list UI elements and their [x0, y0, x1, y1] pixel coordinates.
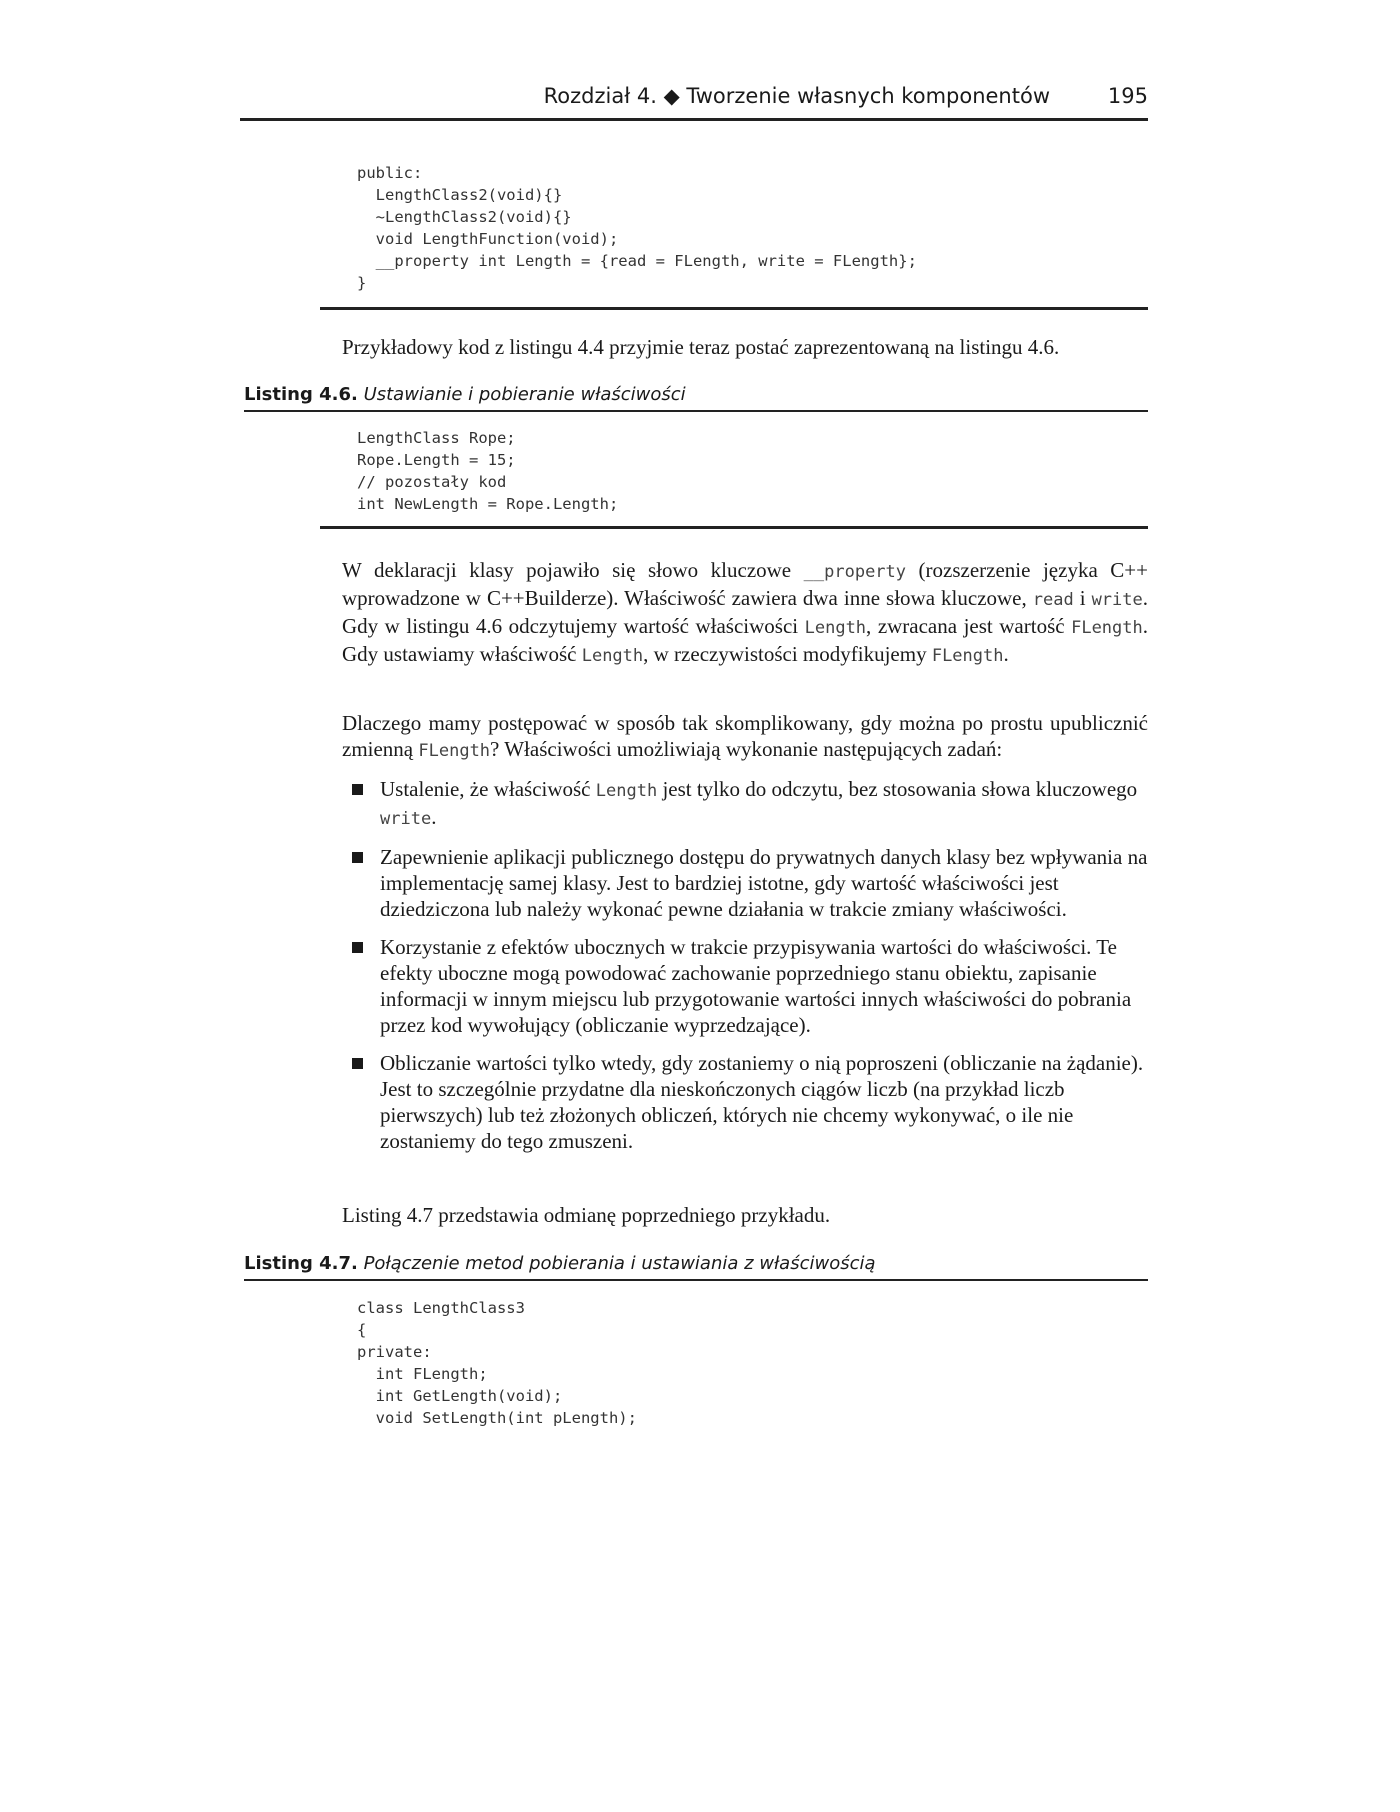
code-line: int FLength;: [357, 1365, 488, 1383]
bullet-square-icon: [352, 942, 363, 953]
listing-4-6-end-rule: [320, 526, 1148, 529]
property-uses-list: [352, 776, 1148, 1166]
code-line: }: [357, 274, 367, 292]
listing-number: Listing 4.7.: [244, 1253, 358, 1274]
listing-number: Listing 4.6.: [244, 384, 358, 405]
code-line: void SetLength(int pLength);: [357, 1409, 637, 1427]
code-line: Rope.Length = 15;: [357, 451, 516, 469]
code-line: class LengthClass3: [357, 1299, 525, 1317]
paragraph-intro: Przykładowy kod z listingu 4.4 przyjmie teraz postać zaprezentowaną na listingu 4.6.: [342, 335, 1060, 359]
paragraph-why-properties: Dlaczego mamy postępować w sposób tak skomplikowany, gdy można po prostu upublicznić zmienną FLength? Właściwości umożliwiają wykonanie następujących zadań:: [342, 711, 1148, 761]
chapter-title: Rozdział 4. ◆ Tworzenie własnych komponentów: [543, 84, 1050, 108]
listing-4-6-caption: [244, 384, 1148, 412]
list-item: Zapewnienie aplikacji publicznego dostępu do prywatnych danych klasy bez wpływania na implementację samej klasy. Jest to bardziej istotne, gdy wartość właściwości jest dziedziczona lub należy wykonać pewne działania w trakcie zmiany właściwości.: [352, 844, 1148, 922]
code-line: {: [357, 1321, 367, 1339]
listing-4-7-caption: [244, 1253, 1148, 1281]
running-header: [240, 84, 1148, 121]
bullet-square-icon: [352, 784, 363, 795]
listing-title: Ustawianie i pobieranie właściwości: [363, 384, 686, 405]
code-line: // pozostały kod: [357, 473, 507, 491]
listing-4-6-code: [357, 427, 618, 515]
code-line: int NewLength = Rope.Length;: [357, 495, 619, 513]
paragraph-listing-4-7-intro: Listing 4.7 przedstawia odmianę poprzedniego przykładu.: [342, 1203, 831, 1227]
list-item: Ustalenie, że właściwość Length jest tylko do odczytu, bez stosowania słowa kluczowego write.: [352, 776, 1148, 832]
code-line: ~LengthClass2(void){}: [357, 208, 572, 226]
code-block-class-fragment: [357, 162, 917, 294]
bullet-square-icon: [352, 852, 363, 863]
code-block-end-rule: [320, 307, 1148, 310]
code-line: int GetLength(void);: [357, 1387, 563, 1405]
bullet-square-icon: [352, 1058, 363, 1069]
list-item: Korzystanie z efektów ubocznych w trakcie przypisywania wartości do właściwości. Te efekty uboczne mogą powodować zachowanie poprzedniego stanu obiektu, zapisanie informacji w innym miejscu lub przygotowanie wartości innych właściwości do pobrania przez kod wywołujący (obliczanie wyprzedzające).: [352, 934, 1148, 1038]
listing-4-7-code: [357, 1297, 637, 1429]
listing-title: Połączenie metod pobierania i ustawiania z właściwością: [363, 1253, 876, 1274]
paragraph-property-explanation: W deklaracji klasy pojawiło się słowo kluczowe __property (rozszerzenie języka C++ wprowadzone w C++Builderze). Właściwość zawiera dwa inne słowa kluczowe, read i write. Gdy w listingu 4.6 odczytujemy wartość właściwości Length, zwracana jest wartość FLength. Gdy ustawiamy właściwość Length, w rzeczywistości modyfikujemy FLength.: [342, 558, 1148, 666]
code-line: private:: [357, 1343, 432, 1361]
code-line: __property int Length = {read = FLength, write = FLength};: [357, 252, 917, 270]
code-line: LengthClass Rope;: [357, 429, 516, 447]
list-item: Obliczanie wartości tylko wtedy, gdy zostaniemy o nią poproszeni (obliczanie na żądanie). Jest to szczególnie przydatne dla nieskończonych ciągów liczb (na przykład liczb pierwszych) lub też złożonych obliczeń, których nie chcemy wykonywać, o ile nie zostaniemy do tego zmuszeni.: [352, 1050, 1148, 1154]
code-line: public:: [357, 164, 423, 182]
code-line: void LengthFunction(void);: [357, 230, 619, 248]
code-line: LengthClass2(void){}: [357, 186, 563, 204]
page-number: 195: [1107, 84, 1148, 108]
